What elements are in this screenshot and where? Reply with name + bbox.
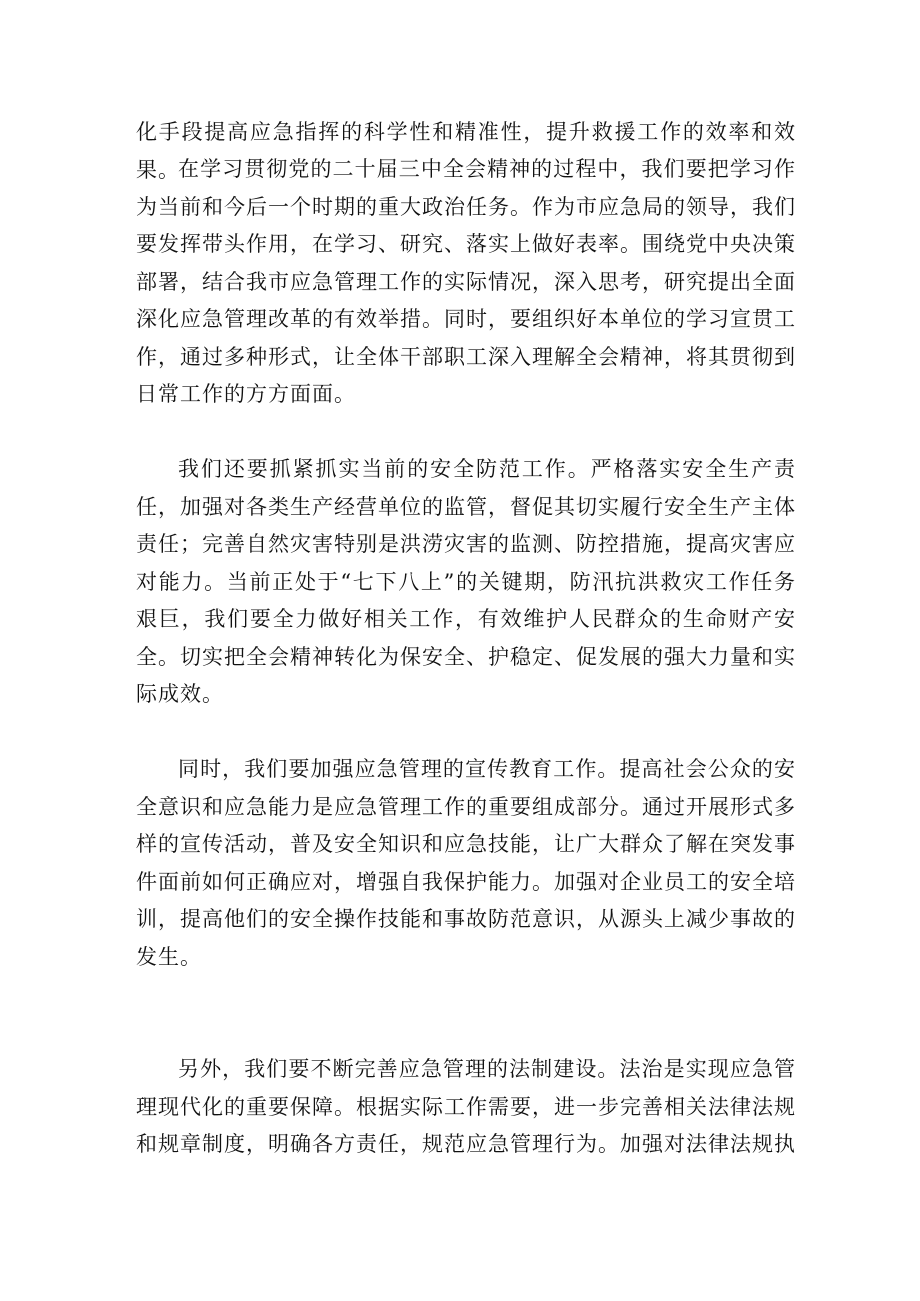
- paragraph-publicity-education: 同时，我们要加强应急管理的宣传教育工作。提高社会公众的安全意识和应急能力是应急管理工作的重要组成部分。通过开展形式多样的宣传活动，普及安全知识和应急技能，让广大群众了解在突发事件面前如何正确应对，增强自我保护能力。加强对企业员工的安全培训，提高他们的安全操作技能和事故防范意识，从源头上减少事故的发生。: [136, 757, 796, 969]
- paragraph-legal-system: 另外，我们要不断完善应急管理的法制建设。法治是实现应急管理现代化的重要保障。根据实际工作需要，进一步完善相关法律法规和规章制度，明确各方责任，规范应急管理行为。加强对法律法规执: [136, 1057, 796, 1156]
- paragraph-study-implementation: 在学习贯彻党的二十届三中全会精神的过程中，我们要把学习作为当前和今后一个时期的重大政治任务。作为市应急局的领导，我们要发挥带头作用，在学习、研究、落实上做好表率。围绕党中央决策部署，结合我市应急管理工作的实际情况，深入思考，研究提出全面深化应急管理改革的有效举措。同时，要组织好本单位的学习宣贯工作，通过多种形式，让全体干部职工深入理解全会精神，将其贯彻到日常工作的方方面面。: [136, 157, 796, 406]
- paragraph-safety-prevention: 我们还要抓紧抓实当前的安全防范工作。严格落实安全生产责任，加强对各类生产经营单位的监管，督促其切实履行安全生产主体责任；完善自然灾害特别是洪涝灾害的监测、防控措施，提高灾害应对能力。当前正处于“七下八上”的关键期，防汛抗洪救灾工作任务艰巨，我们要全力做好相关工作，有效维护人民群众的生命财产安全。切实把全会精神转化为保安全、护稳定、促发展的强大力量和实际成效。: [136, 457, 796, 706]
- paragraph-continuation: 化手段提高应急指挥的科学性和精准性，提升救援工作的效率和效果。: [136, 120, 796, 182]
